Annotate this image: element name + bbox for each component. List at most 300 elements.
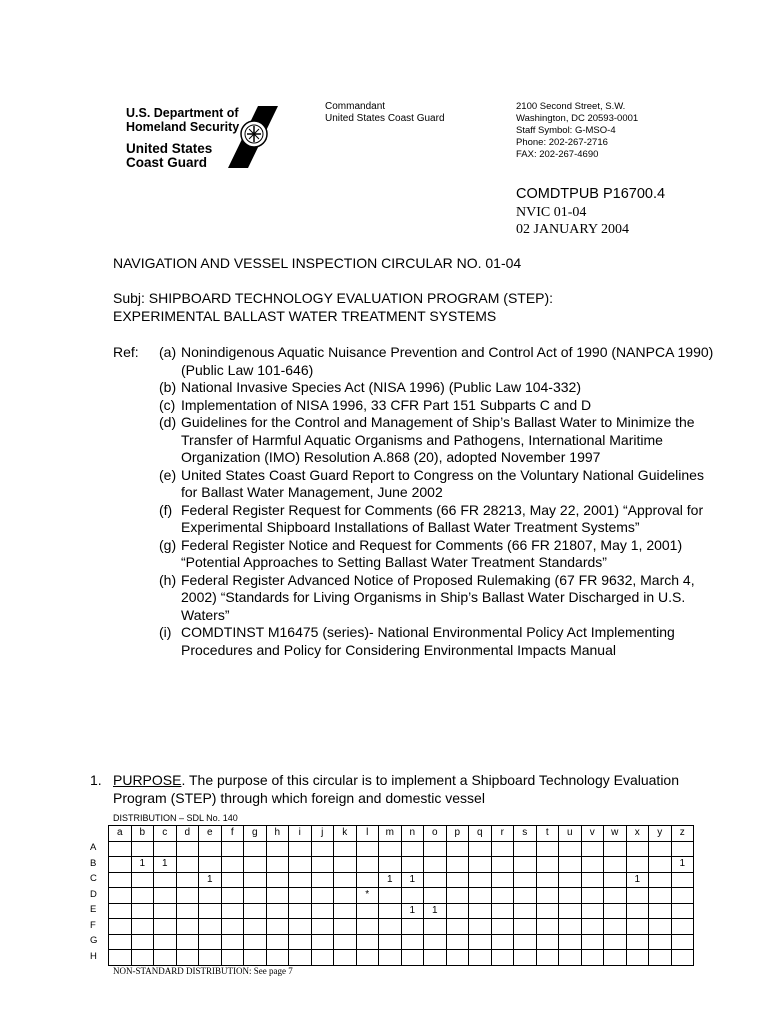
distribution-cell — [446, 857, 469, 873]
reference-text: Federal Register Advanced Notice of Proposed Rulemaking (67 FR 9632, March 4, 2002) “Standards for Living Organisms in Ship’s Ballast Water Discharged in U.S. Waters” — [181, 571, 695, 623]
table-row — [109, 841, 694, 857]
distribution-cell — [581, 919, 604, 935]
distribution-cell — [626, 903, 649, 919]
distribution-title: DISTRIBUTION – SDL No. 140 — [113, 813, 238, 823]
distribution-cell — [514, 872, 537, 888]
distribution-cell — [289, 857, 312, 873]
distribution-cell — [289, 950, 312, 966]
distribution-cell — [671, 872, 694, 888]
distribution-cell — [536, 888, 559, 904]
distribution-cell — [671, 903, 694, 919]
distribution-cell — [446, 919, 469, 935]
distribution-cell — [131, 919, 154, 935]
distribution-column-header: e — [199, 826, 222, 842]
distribution-column-header: h — [266, 826, 289, 842]
distribution-cell — [536, 872, 559, 888]
distribution-cell — [199, 841, 222, 857]
purpose-paragraph — [90, 772, 710, 807]
distribution-cell — [334, 857, 357, 873]
distribution-cell — [176, 934, 199, 950]
distribution-row-label: D — [90, 888, 97, 900]
distribution-cell — [559, 950, 582, 966]
distribution-cell — [199, 950, 222, 966]
reference-item — [159, 624, 719, 659]
distribution-cell — [559, 934, 582, 950]
distribution-row-label: G — [90, 935, 98, 946]
distribution-cell — [379, 841, 402, 857]
distribution-cell: 1 — [671, 857, 694, 873]
distribution-cell — [401, 934, 424, 950]
distribution-cell — [356, 950, 379, 966]
reference-text: Federal Register Notice and Request for Comments (66 FR 21807, May 1, 2001) “Potential Approaches to Setting Ballast Water Treatment Standards” — [181, 536, 683, 570]
distribution-cell — [356, 903, 379, 919]
distribution-cell — [289, 919, 312, 935]
distribution-cell — [154, 841, 177, 857]
distribution-cell — [334, 934, 357, 950]
distribution-cell — [424, 950, 447, 966]
distribution-cell — [221, 872, 244, 888]
distribution-cell — [221, 919, 244, 935]
distribution-cell — [289, 934, 312, 950]
distribution-cell — [176, 919, 199, 935]
distribution-column-header: o — [424, 826, 447, 842]
distribution-cell — [401, 888, 424, 904]
distribution-cell — [311, 841, 334, 857]
distribution-column-header: c — [154, 826, 177, 842]
address-line: 2100 Second Street, S.W. — [516, 101, 626, 112]
distribution-row-label: F — [90, 919, 96, 931]
ref-label: Ref: — [113, 344, 139, 360]
distribution-cell — [379, 857, 402, 873]
distribution-cell — [379, 934, 402, 950]
distribution-cell — [536, 841, 559, 857]
distribution-cell — [469, 934, 492, 950]
distribution-cell — [671, 888, 694, 904]
distribution-cell — [266, 950, 289, 966]
distribution-cell — [626, 857, 649, 873]
distribution-cell — [649, 857, 672, 873]
table-row — [109, 903, 694, 919]
distribution-cell — [424, 872, 447, 888]
distribution-column-header: i — [289, 826, 312, 842]
subject-line-1: Subj: SHIPBOARD TECHNOLOGY EVALUATION PROGRAM (STEP): — [113, 290, 554, 306]
distribution-cell — [176, 857, 199, 873]
distribution-cell — [311, 888, 334, 904]
distribution-cell — [244, 934, 267, 950]
table-row — [109, 888, 694, 904]
reference-item — [159, 467, 719, 502]
distribution-cell — [514, 857, 537, 873]
reference-key: (g) — [159, 536, 177, 553]
reference-text: Implementation of NISA 1996, 33 CFR Part 151 Subparts C and D — [181, 396, 592, 413]
distribution-column-header: m — [379, 826, 402, 842]
distribution-column-header: y — [649, 826, 672, 842]
distribution-row-label: E — [90, 904, 97, 915]
distribution-cell — [604, 919, 627, 935]
distribution-column-header: g — [244, 826, 267, 842]
subject-block — [113, 290, 713, 325]
distribution-cell — [491, 934, 514, 950]
coast-guard-emblem-icon — [228, 106, 280, 168]
distribution-cell — [649, 903, 672, 919]
distribution-cell — [334, 872, 357, 888]
distribution-column-header: r — [491, 826, 514, 842]
distribution-cell — [491, 872, 514, 888]
distribution-column-header: v — [581, 826, 604, 842]
distribution-cell — [109, 841, 132, 857]
distribution-cell — [469, 872, 492, 888]
distribution-cell — [491, 841, 514, 857]
distribution-cell — [311, 903, 334, 919]
distribution-cell — [356, 934, 379, 950]
distribution-cell — [154, 903, 177, 919]
reference-item — [159, 537, 719, 572]
distribution-cell — [266, 872, 289, 888]
dept-line-1: U.S. Department of — [126, 106, 239, 120]
distribution-cell — [244, 888, 267, 904]
distribution-cell — [469, 857, 492, 873]
distribution-column-header: k — [334, 826, 357, 842]
distribution-cell — [514, 888, 537, 904]
distribution-row-label: B — [90, 857, 97, 869]
publication-date: 02 JANUARY 2004 — [516, 222, 630, 237]
distribution-cell — [334, 903, 357, 919]
distribution-cell — [289, 841, 312, 857]
publication-id: COMDTPUB P16700.4 — [516, 186, 666, 202]
distribution-cell — [559, 841, 582, 857]
distribution-cell — [334, 888, 357, 904]
distribution-cell — [221, 841, 244, 857]
distribution-cell — [581, 857, 604, 873]
distribution-cell — [266, 934, 289, 950]
distribution-cell — [154, 872, 177, 888]
distribution-column-header: l — [356, 826, 379, 842]
distribution-cell — [356, 841, 379, 857]
distribution-cell — [289, 888, 312, 904]
distribution-cell — [154, 888, 177, 904]
distribution-row-label: C — [90, 873, 97, 884]
distribution-cell — [356, 857, 379, 873]
distribution-cell — [671, 841, 694, 857]
distribution-cell — [401, 841, 424, 857]
distribution-row-label: H — [90, 950, 97, 962]
distribution-cell: 1 — [401, 903, 424, 919]
distribution-cell — [424, 841, 447, 857]
purpose-text: . The purpose of this circular is to implement a Shipboard Technology Evaluation Program (STEP) through which foreign and domestic vessel — [113, 772, 680, 806]
distribution-cell — [221, 934, 244, 950]
distribution-cell — [581, 841, 604, 857]
distribution-cell — [581, 950, 604, 966]
reference-text: United States Coast Guard Report to Congress on the Voluntary National Guidelines for Ballast Water Management, June 2002 — [181, 466, 704, 500]
distribution-cell — [131, 872, 154, 888]
distribution-cell — [491, 857, 514, 873]
cg-line-1: United States — [126, 141, 213, 156]
reference-text: National Invasive Species Act (NISA 1996) (Public Law 104-332) — [181, 379, 581, 395]
circular-title: NAVIGATION AND VESSEL INSPECTION CIRCULAR NO. 01-04 — [113, 255, 522, 271]
distribution-cell — [154, 934, 177, 950]
distribution-cell — [514, 903, 537, 919]
reference-item — [159, 572, 719, 625]
distribution-cell — [469, 841, 492, 857]
dept-line-2: Homeland Security — [126, 120, 240, 134]
address-line: FAX: 202-267-4690 — [516, 149, 599, 160]
distribution-cell — [244, 857, 267, 873]
reference-key: (b) — [159, 379, 177, 395]
distribution-cell — [581, 872, 604, 888]
distribution-cell — [221, 857, 244, 873]
reference-item — [159, 414, 719, 467]
distribution-cell — [469, 950, 492, 966]
distribution-cell — [446, 888, 469, 904]
distribution-cell — [311, 857, 334, 873]
distribution-cell — [671, 950, 694, 966]
distribution-cell — [289, 903, 312, 919]
distribution-cell — [199, 919, 222, 935]
distribution-cell — [446, 841, 469, 857]
distribution-cell — [604, 903, 627, 919]
distribution-cell — [491, 888, 514, 904]
distribution-cell: 1 — [154, 857, 177, 873]
distribution-cell — [356, 919, 379, 935]
distribution-cell — [266, 857, 289, 873]
distribution-table — [108, 825, 694, 966]
distribution-cell — [244, 919, 267, 935]
distribution-cell — [604, 888, 627, 904]
distribution-cell: * — [356, 888, 379, 904]
commandant-org: United States Coast Guard — [325, 113, 445, 124]
distribution-cell — [221, 903, 244, 919]
distribution-cell — [469, 919, 492, 935]
dhs-uscg-wordmark — [126, 106, 239, 170]
distribution-cell — [244, 903, 267, 919]
distribution-cell — [559, 872, 582, 888]
distribution-cell — [581, 934, 604, 950]
distribution-cell — [244, 841, 267, 857]
table-row — [109, 872, 694, 888]
non-standard-distribution: NON-STANDARD DISTRIBUTION: See page 7 — [113, 966, 293, 976]
distribution-cell — [131, 841, 154, 857]
table-row — [109, 934, 694, 950]
distribution-cell: 1 — [424, 903, 447, 919]
distribution-cell — [671, 919, 694, 935]
distribution-column-header: j — [311, 826, 334, 842]
cg-line-2: Coast Guard — [126, 155, 208, 170]
distribution-column-header: p — [446, 826, 469, 842]
distribution-cell — [536, 903, 559, 919]
distribution-column-header: u — [559, 826, 582, 842]
reference-key: (a) — [159, 344, 177, 360]
commandant-block — [325, 101, 445, 125]
distribution-cell — [604, 857, 627, 873]
distribution-cell — [154, 950, 177, 966]
distribution-column-header: n — [401, 826, 424, 842]
distribution-cell — [334, 950, 357, 966]
distribution-cell — [559, 903, 582, 919]
distribution-row-label: A — [90, 842, 97, 853]
distribution-cell — [176, 950, 199, 966]
distribution-cell — [401, 950, 424, 966]
distribution-cell — [649, 919, 672, 935]
reference-item — [159, 379, 719, 397]
purpose-number: 1. — [90, 772, 102, 788]
distribution-cell — [514, 919, 537, 935]
reference-text: Guidelines for the Control and Management of Ship’s Ballast Water to Minimize the Transfer of Harmful Aquatic Organisms and Pathogens, International Maritime Organization (IMO) Resolution A.868 (20), adopted November 1997 — [181, 414, 695, 465]
distribution-cell — [176, 872, 199, 888]
reference-item — [159, 344, 719, 379]
distribution-column-header: w — [604, 826, 627, 842]
distribution-header-row — [109, 826, 694, 842]
distribution-cell — [536, 934, 559, 950]
table-row — [109, 919, 694, 935]
reference-text: COMDTINST M16475 (series)- National Environmental Policy Act Implementing Procedures and Policy for Considering Environmental Impacts Manual — [181, 624, 675, 658]
distribution-column-header: z — [671, 826, 694, 842]
distribution-cell — [401, 857, 424, 873]
distribution-cell — [536, 919, 559, 935]
reference-text: Federal Register Request for Comments (66 FR 28213, May 22, 2001) “Approval for Experimental Shipboard Installations of Ballast Water Treatment Systems” — [181, 501, 704, 535]
reference-key: (d) — [159, 414, 177, 430]
table-row — [109, 950, 694, 966]
distribution-column-header: t — [536, 826, 559, 842]
distribution-column-header: q — [469, 826, 492, 842]
distribution-cell — [401, 919, 424, 935]
distribution-cell — [491, 950, 514, 966]
distribution-cell — [266, 919, 289, 935]
distribution-cell — [199, 857, 222, 873]
distribution-cell — [626, 950, 649, 966]
distribution-cell — [514, 950, 537, 966]
distribution-cell — [311, 919, 334, 935]
distribution-cell — [334, 919, 357, 935]
distribution-cell — [289, 872, 312, 888]
distribution-cell — [109, 857, 132, 873]
distribution-cell — [109, 872, 132, 888]
distribution-cell — [131, 903, 154, 919]
distribution-cell: 1 — [379, 872, 402, 888]
reference-list — [159, 344, 719, 659]
distribution-cell — [446, 934, 469, 950]
distribution-column-header: b — [131, 826, 154, 842]
distribution-cell — [671, 934, 694, 950]
distribution-cell — [514, 841, 537, 857]
distribution-cell — [109, 888, 132, 904]
distribution-cell — [244, 872, 267, 888]
distribution-cell — [469, 888, 492, 904]
distribution-cell — [266, 841, 289, 857]
reference-text: Nonindigenous Aquatic Nuisance Prevention and Control Act of 1990 (NANPCA 1990) (Public Law 101-646) — [181, 344, 714, 378]
distribution-cell — [514, 934, 537, 950]
distribution-cell — [244, 950, 267, 966]
address-line: Washington, DC 20593-0001 — [516, 113, 639, 124]
distribution-cell — [311, 934, 334, 950]
commandant: Commandant — [325, 101, 386, 112]
distribution-cell — [604, 841, 627, 857]
distribution-cell — [536, 857, 559, 873]
distribution-cell — [109, 950, 132, 966]
distribution-cell — [311, 950, 334, 966]
distribution-cell — [649, 950, 672, 966]
distribution-column-header: a — [109, 826, 132, 842]
distribution-cell — [109, 903, 132, 919]
distribution-cell: 1 — [199, 872, 222, 888]
distribution-cell — [581, 888, 604, 904]
distribution-cell — [424, 934, 447, 950]
nvic-number: NVIC 01-04 — [516, 205, 587, 220]
distribution-cell — [176, 888, 199, 904]
distribution-cell — [649, 934, 672, 950]
distribution-cell — [311, 872, 334, 888]
address-line: Staff Symbol: G-MSO-4 — [516, 125, 616, 136]
reference-key: (i) — [159, 624, 172, 640]
distribution-cell — [221, 950, 244, 966]
distribution-cell — [379, 903, 402, 919]
distribution-cell — [109, 934, 132, 950]
reference-key: (c) — [159, 396, 176, 413]
distribution-cell — [266, 903, 289, 919]
distribution-cell — [649, 841, 672, 857]
distribution-cell — [199, 934, 222, 950]
reference-item — [159, 502, 719, 537]
distribution-cell — [176, 903, 199, 919]
distribution-cell — [559, 919, 582, 935]
distribution-cell — [559, 857, 582, 873]
distribution-cell: 1 — [626, 872, 649, 888]
distribution-cell — [559, 888, 582, 904]
address-block — [516, 101, 638, 161]
distribution-cell — [334, 841, 357, 857]
distribution-cell — [131, 888, 154, 904]
table-row — [109, 857, 694, 873]
distribution-cell — [221, 888, 244, 904]
distribution-cell — [424, 888, 447, 904]
distribution-cell — [626, 934, 649, 950]
distribution-cell — [379, 950, 402, 966]
distribution-cell — [446, 950, 469, 966]
reference-item — [159, 397, 719, 415]
address-line: Phone: 202-267-2716 — [516, 137, 608, 148]
distribution-cell — [604, 872, 627, 888]
distribution-row-labels — [90, 840, 97, 964]
distribution-cell — [581, 903, 604, 919]
distribution-cell — [266, 888, 289, 904]
distribution-cell — [491, 903, 514, 919]
distribution-column-header: s — [514, 826, 537, 842]
distribution-cell — [446, 903, 469, 919]
distribution-cell — [491, 919, 514, 935]
distribution-cell — [626, 841, 649, 857]
distribution-cell — [131, 950, 154, 966]
distribution-cell — [109, 919, 132, 935]
reference-key: (h) — [159, 571, 177, 588]
distribution-cell: 1 — [401, 872, 424, 888]
distribution-cell — [649, 872, 672, 888]
distribution-cell: 1 — [131, 857, 154, 873]
distribution-cell — [536, 950, 559, 966]
distribution-cell — [199, 903, 222, 919]
distribution-cell — [154, 919, 177, 935]
distribution-cell — [626, 919, 649, 935]
distribution-cell — [176, 841, 199, 857]
distribution-column-header: x — [626, 826, 649, 842]
reference-key: (e) — [159, 466, 177, 483]
distribution-column-header: d — [176, 826, 199, 842]
distribution-cell — [626, 888, 649, 904]
reference-key: (f) — [159, 501, 173, 518]
distribution-cell — [446, 872, 469, 888]
distribution-cell — [604, 950, 627, 966]
distribution-cell — [379, 919, 402, 935]
distribution-cell — [199, 888, 222, 904]
distribution-cell — [356, 872, 379, 888]
